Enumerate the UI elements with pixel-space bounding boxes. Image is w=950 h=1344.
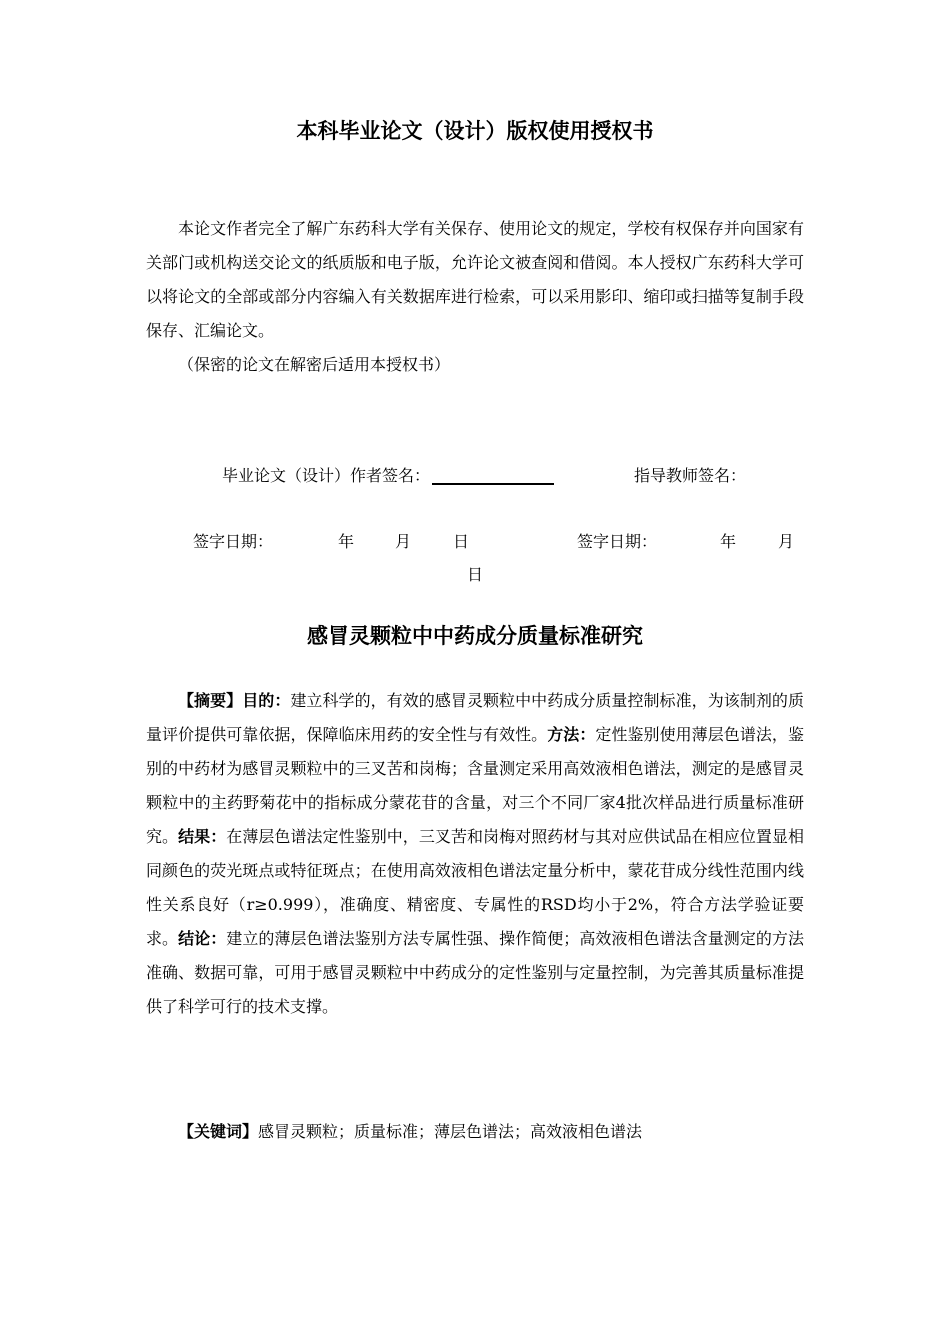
advisor-sign-label: 指导教师签名： — [634, 466, 747, 485]
advisor-date-day: 日 — [467, 565, 484, 584]
copyright-paragraph: 本论文作者完全了解广东药科大学有关保存、使用论文的规定，学校有权保存并向国家有关部门或机构送交论文的纸质版和电子版，允许论文被查阅和借阅。本人授权广东药科大学可以将论文的全部或部分内容编入有关数据库进行检索，可以采用影印、缩印或扫描等复制手段保存、汇编论文。 — [146, 219, 804, 340]
abstract-purpose-label: 目的： — [242, 691, 291, 710]
copyright-note: （保密的论文在解密后适用本授权书） — [178, 355, 451, 374]
copyright-title: 本科毕业论文（设计）版权使用授权书 — [296, 119, 654, 143]
keywords-paragraph — [146, 1115, 804, 1149]
abstract-method: 定性鉴别使用薄层色谱法，鉴别的中药材为感冒灵颗粒中的三叉苦和岗梅；含量测定采用高效液相色谱法，测定的是感冒灵颗粒中的主药野菊花中的指标成分蒙花苷的含量，对三个不同厂家4批次样品进行质量标准研究。 — [146, 725, 804, 846]
author-date-label: 签字日期： — [193, 532, 274, 551]
author-date-day: 日 — [453, 532, 470, 551]
abstract-method-label: 方法： — [547, 725, 596, 744]
author-sign-label: 毕业论文（设计）作者签名： — [222, 466, 431, 485]
abstract-label: 【摘要】 — [178, 691, 243, 710]
advisor-date-month: 月 — [778, 532, 795, 551]
paper-title: 感冒灵颗粒中中药成分质量标准研究 — [307, 624, 643, 648]
author-date-year: 年 — [338, 532, 355, 551]
author-signature-line — [432, 465, 554, 485]
abstract-conclusion: 建立的薄层色谱法鉴别方法专属性强、操作简便；高效液相色谱法含量测定的方法准确、数据可靠，可用于感冒灵颗粒中中药成分的定性鉴别与定量控制，为完善其质量标准提供了科学可行的技术支撑。 — [146, 929, 804, 1016]
abstract-result-label: 结果： — [178, 827, 227, 846]
keywords-label: 【关键词】 — [178, 1122, 259, 1141]
author-date-month: 月 — [395, 532, 412, 551]
abstract-conclusion-label: 结论： — [178, 929, 227, 948]
abstract-block — [146, 684, 804, 1024]
keywords-text: 感冒灵颗粒；质量标准；薄层色谱法；高效液相色谱法 — [258, 1122, 643, 1141]
keywords-block — [146, 1115, 804, 1149]
advisor-date-label: 签字日期： — [577, 532, 658, 551]
advisor-date-year: 年 — [720, 532, 737, 551]
abstract-result: 在薄层色谱法定性鉴别中，三叉苦和岗梅对照药材与其对应供试品在相应位置显相同颜色的荧光斑点或特征斑点；在使用高效液相色谱法定量分析中，蒙花苷成分线性范围内线性关系良好（r≥0.999），准确度、精密度、专属性的RSD均小于2%，符合方法学验证要求。 — [146, 827, 804, 948]
copyright-paragraph-block — [146, 212, 804, 382]
author-signature-row — [222, 464, 554, 488]
abstract-purpose: 建立科学的，有效的感冒灵颗粒中中药成分质量控制标准，为该制剂的质量评价提供可靠依据，保障临床用药的安全性与有效性。 — [146, 691, 804, 744]
abstract-paragraph — [146, 684, 804, 1024]
